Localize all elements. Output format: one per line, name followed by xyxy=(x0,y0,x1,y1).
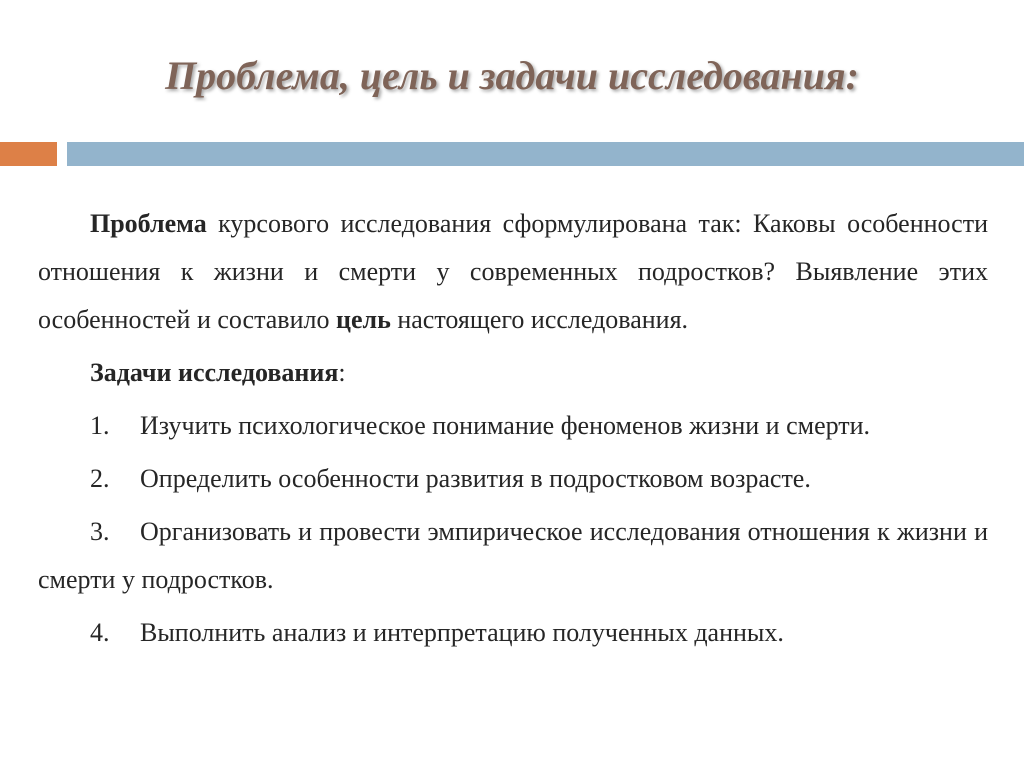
task-number: 1. xyxy=(90,411,110,440)
task-text: Изучить психологическое понимание феноменов жизни и смерти. xyxy=(140,411,871,440)
task-number: 2. xyxy=(90,464,110,493)
problem-lead: Проблема xyxy=(90,209,207,238)
task-text: Выполнить анализ и интерпретацию полученных данных. xyxy=(140,618,784,647)
divider-accent-bar xyxy=(0,142,57,166)
task-text: Определить особенности развития в подростковом возрасте. xyxy=(140,464,811,493)
slide-title: Проблема, цель и задачи исследования: xyxy=(165,53,859,98)
slide-body xyxy=(38,200,988,657)
goal-word: цель xyxy=(335,305,391,334)
problem-text-2: настоящего исследования. xyxy=(390,305,689,334)
tasks-heading-label: Задачи исследования xyxy=(90,358,339,387)
tasks-heading xyxy=(38,349,988,397)
task-number: 3. xyxy=(90,517,110,546)
tasks-heading-suffix: : xyxy=(338,358,346,387)
task-item-2 xyxy=(38,455,988,503)
title-divider xyxy=(0,142,1024,166)
problem-paragraph xyxy=(38,200,988,344)
task-number: 4. xyxy=(90,618,110,647)
task-item-4 xyxy=(38,609,988,657)
task-item-3 xyxy=(38,508,988,604)
problem-text-1: курсового исследования сформулирована так: Каковы особенности отношения к жизни и смерти у современных подростков? Выявление этих особенностей и составило xyxy=(38,209,988,334)
divider-main-bar xyxy=(67,142,1024,166)
task-text: Организовать и провести эмпирическое исследования отношения к жизни и смерти у подростков. xyxy=(38,517,988,594)
task-item-1 xyxy=(38,402,988,450)
